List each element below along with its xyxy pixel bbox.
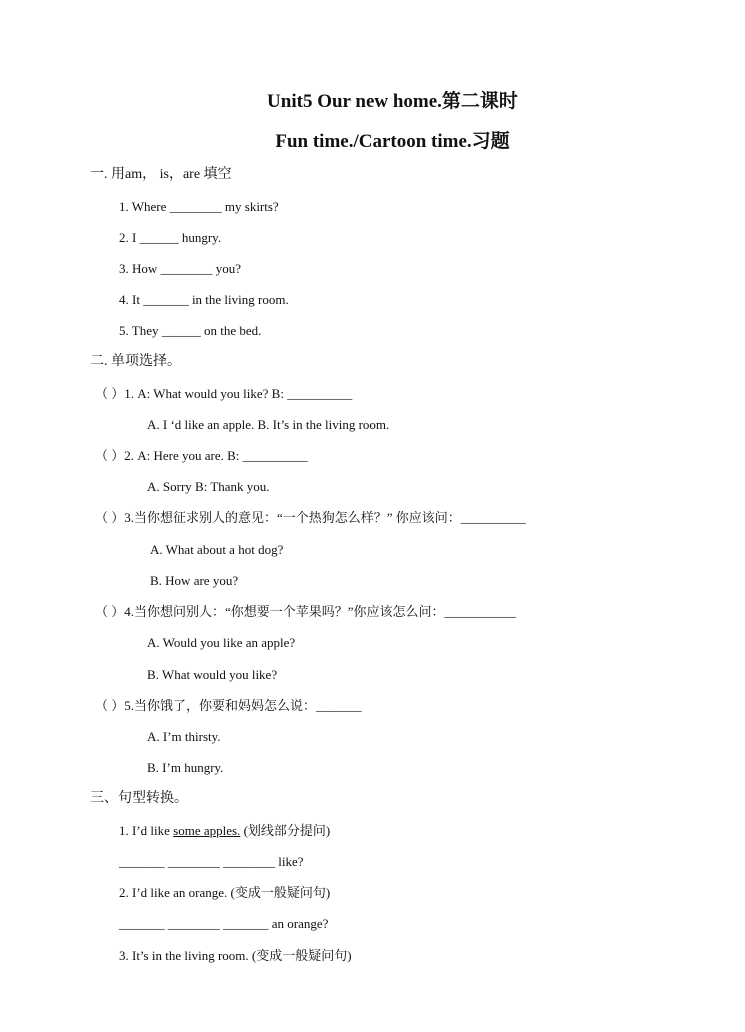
section3-item-1 [119, 823, 330, 839]
section3-item-3: 3. It’s in the living room. (变成一般疑问句) [119, 948, 352, 963]
section2-question-4-option-b: B. What would you like? [147, 667, 278, 682]
section3-heading: 三、句型转换。 [90, 791, 188, 806]
section1-item-4: 4. It _______ in the living room. [119, 292, 289, 307]
section2-heading: 二. 单项选择。 [90, 354, 181, 369]
section1-item-2: 2. I ______ hungry. [119, 230, 222, 245]
section2-question-2: （ ）2. A: Here you are. B: __________ [95, 448, 308, 463]
section2-question-3-option-b: B. How are you? [150, 573, 239, 588]
worksheet-subtitle: Fun time./Cartoon time.习题 [275, 131, 510, 152]
section3-item-2: 2. I’d like an orange. (变成一般疑问句) [119, 885, 331, 900]
section3-item-2-answer: _______ ________ _______ an orange? [119, 916, 329, 931]
section2-question-5-option-a: A. I’m thirsty. [147, 729, 221, 744]
section3-item-1-prefix: 1. I’d like [119, 823, 174, 838]
section3-item-1-suffix: (划线部分提问) [240, 823, 331, 838]
section2-question-5: （ ）5.当你饿了，你要和妈妈怎么说：_______ [95, 698, 362, 713]
section3-item-1-underlined: some apples. [173, 823, 241, 838]
section1-item-5: 5. They ______ on the bed. [119, 323, 262, 338]
section3-item-1-answer: _______ ________ ________ like? [119, 854, 304, 869]
worksheet-title: Unit5 Our new home.第二课时 [267, 91, 518, 112]
section2-question-4: （ ）4.当你想问别人：“你想要一个苹果吗？”你应该怎么问：___________ [95, 604, 517, 619]
section1-item-3: 3. How ________ you? [119, 261, 242, 276]
section2-question-2-options: A. Sorry B: Thank you. [147, 479, 270, 494]
section2-question-3-option-a: A. What about a hot dog? [150, 542, 284, 557]
section2-question-4-option-a: A. Would you like an apple? [147, 635, 296, 650]
section2-question-1-options: A. I ‘d like an apple. B. It’s in the living room. [147, 417, 390, 432]
section1-heading: 一. 用am， is，are 填空 [90, 167, 232, 182]
section2-question-3: （ ）3.当你想征求别人的意见：“一个热狗怎么样？” 你应该问：__________ [95, 510, 526, 525]
section2-question-5-option-b: B. I’m hungry. [147, 760, 224, 775]
section2-question-1: （ ）1. A: What would you like? B: __________ [95, 386, 353, 401]
section1-item-1: 1. Where ________ my skirts? [119, 199, 279, 214]
